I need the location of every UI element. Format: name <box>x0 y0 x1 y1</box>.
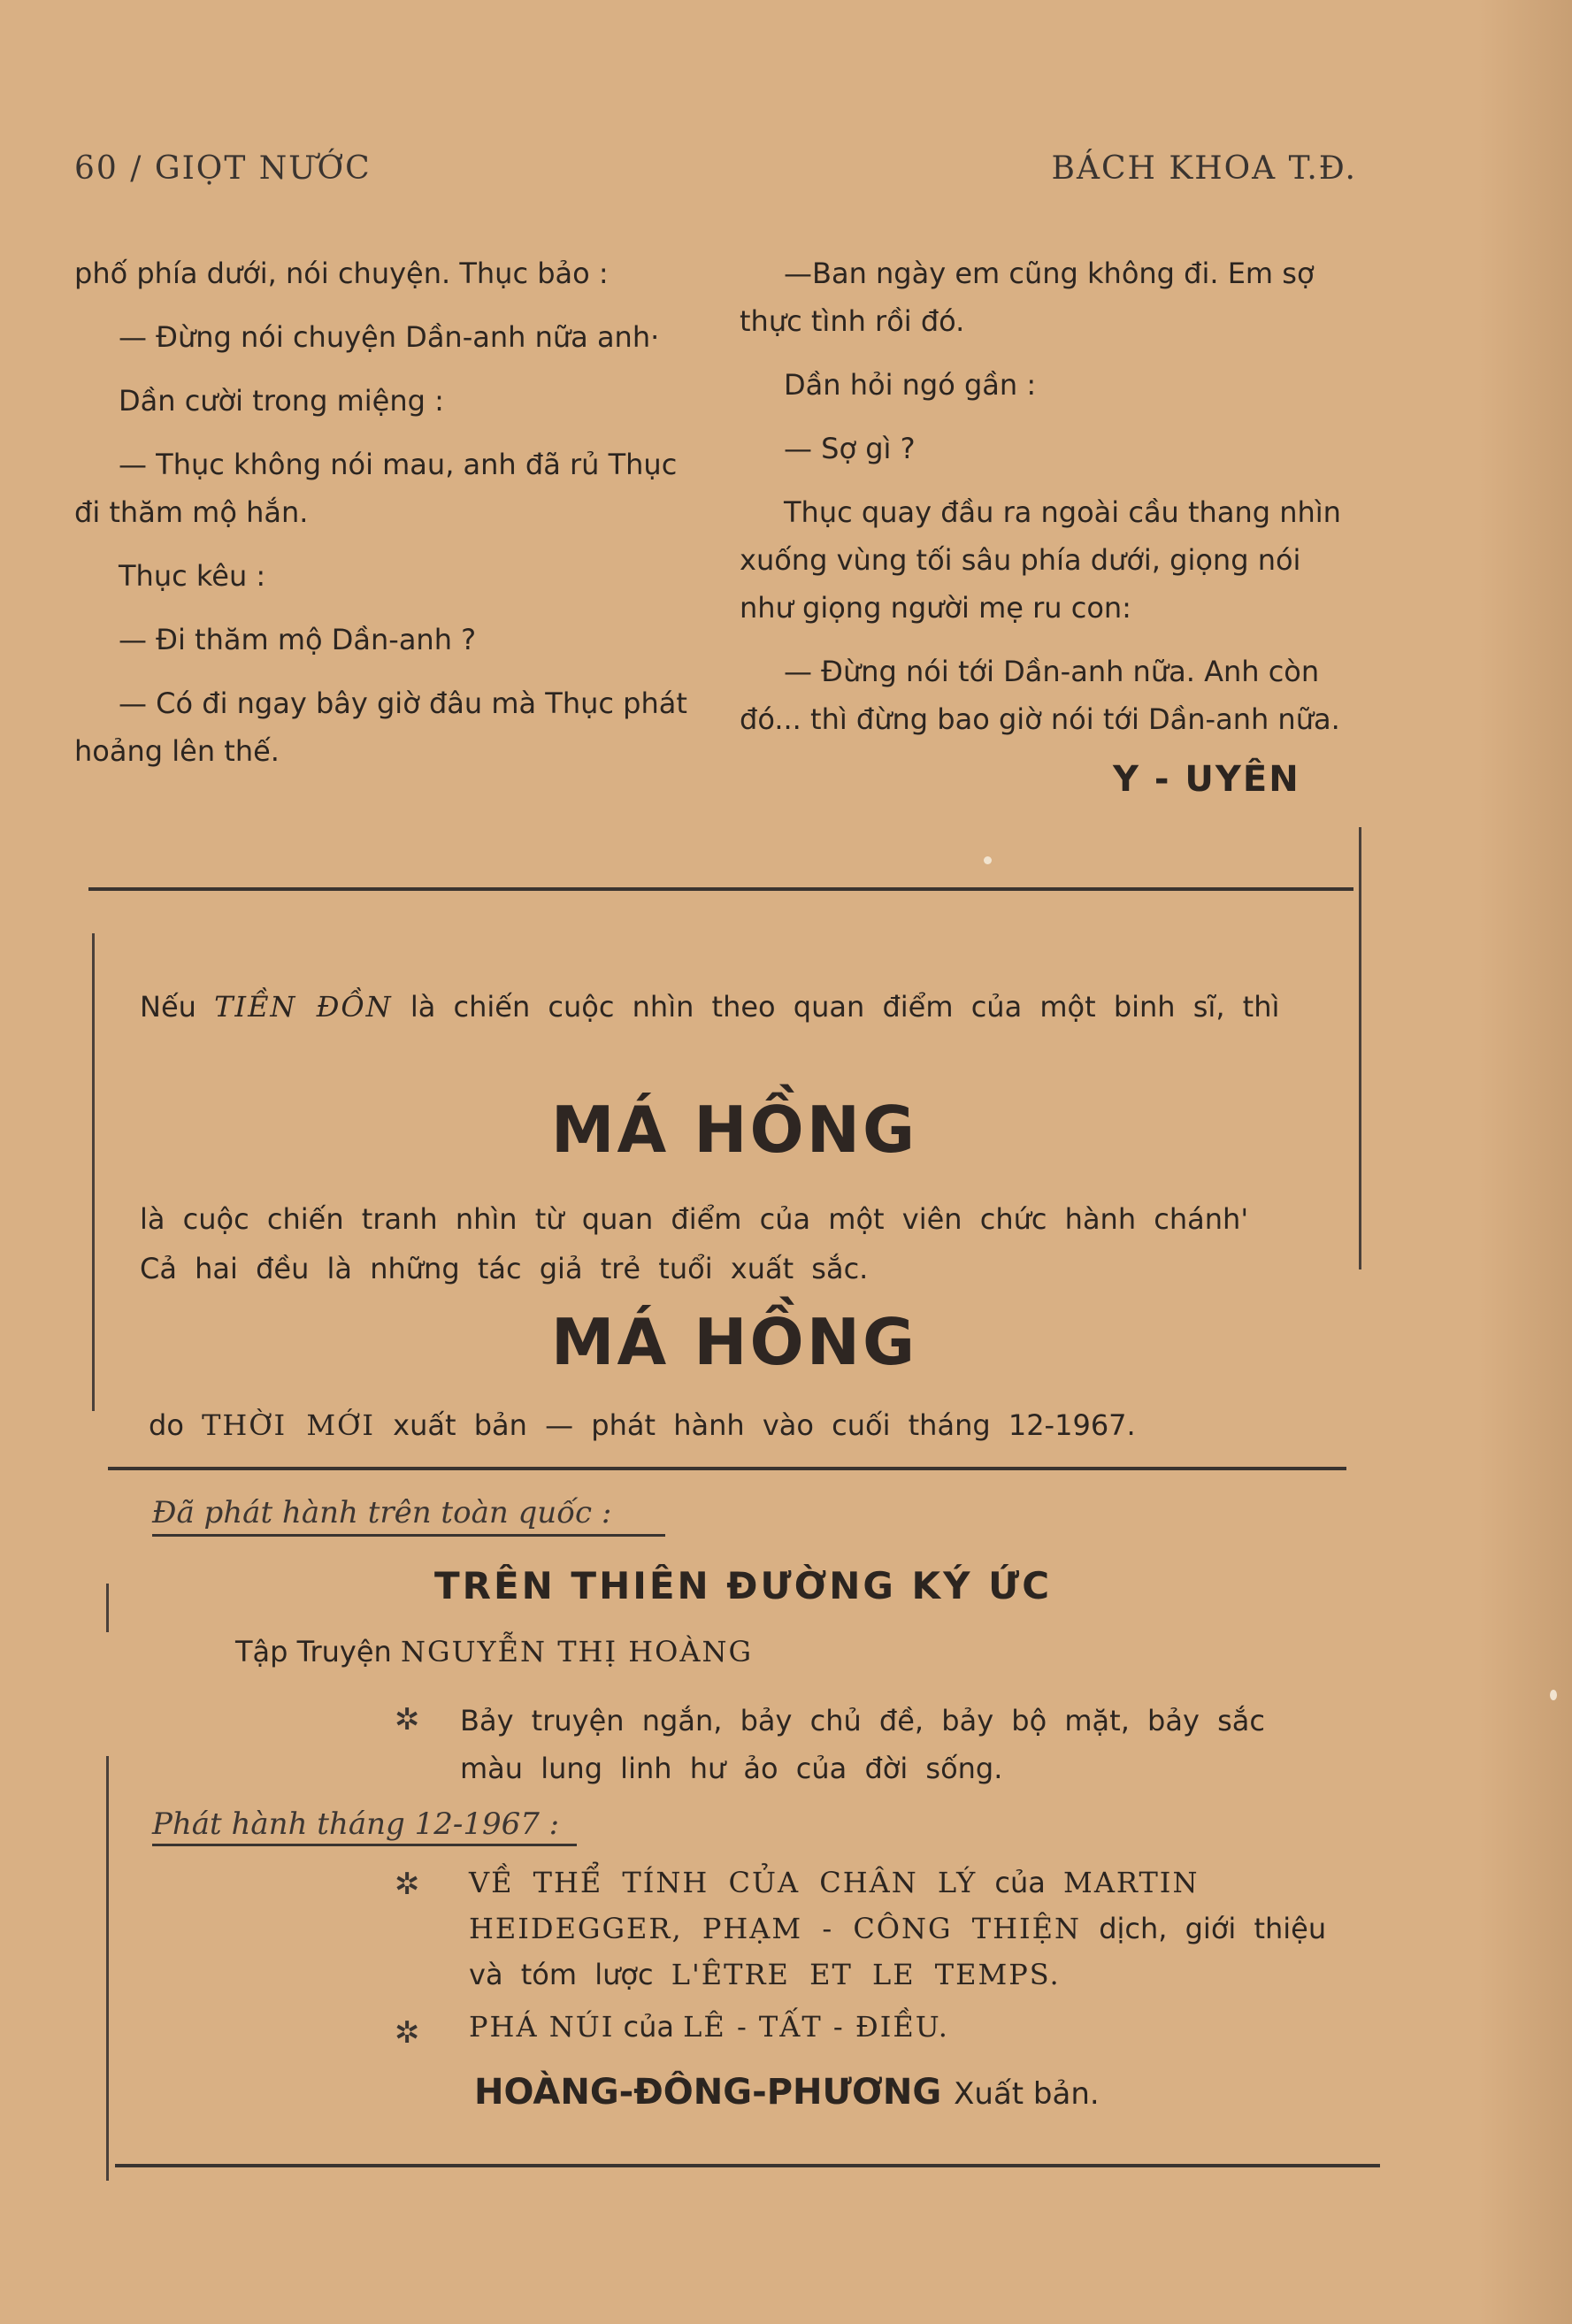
ad2-left-rule-lower <box>106 1756 109 2181</box>
ad1-pub-text: do <box>149 1408 184 1442</box>
story-paragraph: — Đi thăm mộ Dần-anh ? <box>119 623 477 656</box>
ad1-intro-book-title: TIỀN ĐỒN <box>214 990 393 1024</box>
story-paragraph: phố phía dưới, nói chuyện. Thục bảo : <box>74 257 609 290</box>
ad2-item-title: VỀ THỂ TÍNH CỦA CHÂN LÝ <box>469 1866 978 1899</box>
story-paragraph: — Đừng nói chuyện Dần-anh nữa anh· <box>119 320 660 354</box>
asterisk-star-icon: ✲ <box>395 1867 420 1902</box>
ad2-author-prefix: Tập Truyện <box>235 1635 392 1668</box>
ad2-item-title: PHÁ NÚI <box>469 2010 615 2044</box>
asterisk-star-icon: ✲ <box>395 2015 420 2051</box>
ad2-top-rule <box>108 1467 1346 1470</box>
ad1-description <box>140 1194 1369 1293</box>
author-signature: Y - UYÊN <box>1113 759 1300 800</box>
ad2-bottom-rule <box>115 2164 1380 2167</box>
ad2-item-title: L'ÊTRE ET LE TEMPS. <box>671 1958 1061 1991</box>
story-left-column <box>74 249 702 791</box>
ad1-description-line: Cả hai đều là những tác giả trẻ tuổi xuất sắc. <box>140 1252 869 1285</box>
magazine-title: BÁCH KHOA T.Đ. <box>1051 150 1357 187</box>
ad1-description-line: là cuộc chiến tranh nhìn từ quan điểm của một viên chức hành chánh' <box>140 1202 1249 1236</box>
ad2-author-name: NGUYỄN THỊ HOÀNG <box>401 1635 754 1668</box>
story-paragraph: Thục quay đầu ra ngoài cầu thang nhìn xuống vùng tối sâu phía dưới, giọng nói như giọng người mẹ ru con: <box>740 495 1341 625</box>
ad1-top-rule <box>88 887 1353 891</box>
page-header <box>74 150 1357 203</box>
ad2-upcoming-label-text: Phát hành tháng 12-1967 : <box>152 1806 560 1842</box>
ad2-released-label-text: Đã phát hành trên toàn quốc : <box>152 1495 612 1530</box>
ad1-publication-line <box>149 1408 1369 1442</box>
ad2-item-text: của <box>994 1866 1046 1899</box>
paper-speck <box>984 856 992 864</box>
story-paragraph: — Đừng nói tới Dần-anh nữa. Anh còn đó... thì đừng bao giờ nói tới Dần-anh nữa. <box>740 655 1340 736</box>
ad2-upcoming-item <box>469 2010 949 2044</box>
ad2-item-author: LÊ - TẤT - ĐIỀU. <box>683 2010 949 2044</box>
story-paragraph: Thục kêu : <box>119 559 266 593</box>
paper-speck <box>1550 1690 1557 1700</box>
story-paragraph: —Ban ngày em cũng không đi. Em sợ thực tình rồi đó. <box>740 257 1315 338</box>
ad1-publisher: THỜI MỚI <box>202 1408 375 1442</box>
ad1-book-title: MÁ HỒNG <box>550 1093 918 1167</box>
ad2-book-title: TRÊN THIÊN ĐƯỜNG KÝ ỨC <box>433 1564 1053 1607</box>
ad1-intro-text: là chiến cuộc nhìn theo quan điểm của một binh sĩ, thì <box>410 990 1280 1024</box>
page-number-and-section: 60 / GIỌT NƯỚC <box>74 150 372 187</box>
ad1-intro-text: Nếu <box>140 990 196 1024</box>
ad2-label2-underline <box>152 1844 577 1846</box>
ad1-pub-text: xuất bản — phát hành vào cuối tháng 12-1967. <box>393 1408 1136 1442</box>
ad2-publisher-name: HOÀNG-ĐÔNG-PHƯƠNG <box>474 2072 942 2113</box>
story-paragraph: — Sợ gì ? <box>784 432 916 465</box>
ad2-author-line <box>235 1635 753 1668</box>
ad2-item-text: của <box>623 2010 674 2044</box>
story-right-column <box>740 249 1359 759</box>
asterisk-star-icon: ✲ <box>395 1702 420 1737</box>
ad2-book-description: Bảy truyện ngắn, bảy chủ đề, bảy bộ mặt, bảy sắc màu lung linh hư ảo của đời sống. <box>460 1704 1265 1785</box>
ad2-publisher-line <box>474 2072 1100 2113</box>
ad2-publisher-suffix: Xuất bản. <box>954 2076 1100 2112</box>
ad2-released-label <box>152 1495 665 1537</box>
ad2-item-text: dịch, giới thiệu và tóm lược <box>469 1912 1327 1991</box>
ad1-book-title-repeat: MÁ HỒNG <box>550 1305 918 1379</box>
ad2-label-underline <box>152 1534 665 1537</box>
story-paragraph: — Thục không nói mau, anh đã rủ Thục đi thăm mộ hắn. <box>74 448 678 529</box>
story-paragraph: Dần hỏi ngó gần : <box>784 368 1037 402</box>
ad1-intro <box>140 982 1325 1032</box>
ad2-item-author: MARTIN HEIDEGGER, PHẠM - CÔNG THIỆN <box>469 1866 1200 1945</box>
story-paragraph: — Có đi ngay bây giờ đâu mà Thục phát hoảng lên thế. <box>74 686 687 768</box>
ad2-upcoming-item <box>469 1860 1345 1998</box>
story-paragraph: Dần cười trong miệng : <box>119 384 444 418</box>
ad2-upcoming-label <box>152 1806 577 1846</box>
